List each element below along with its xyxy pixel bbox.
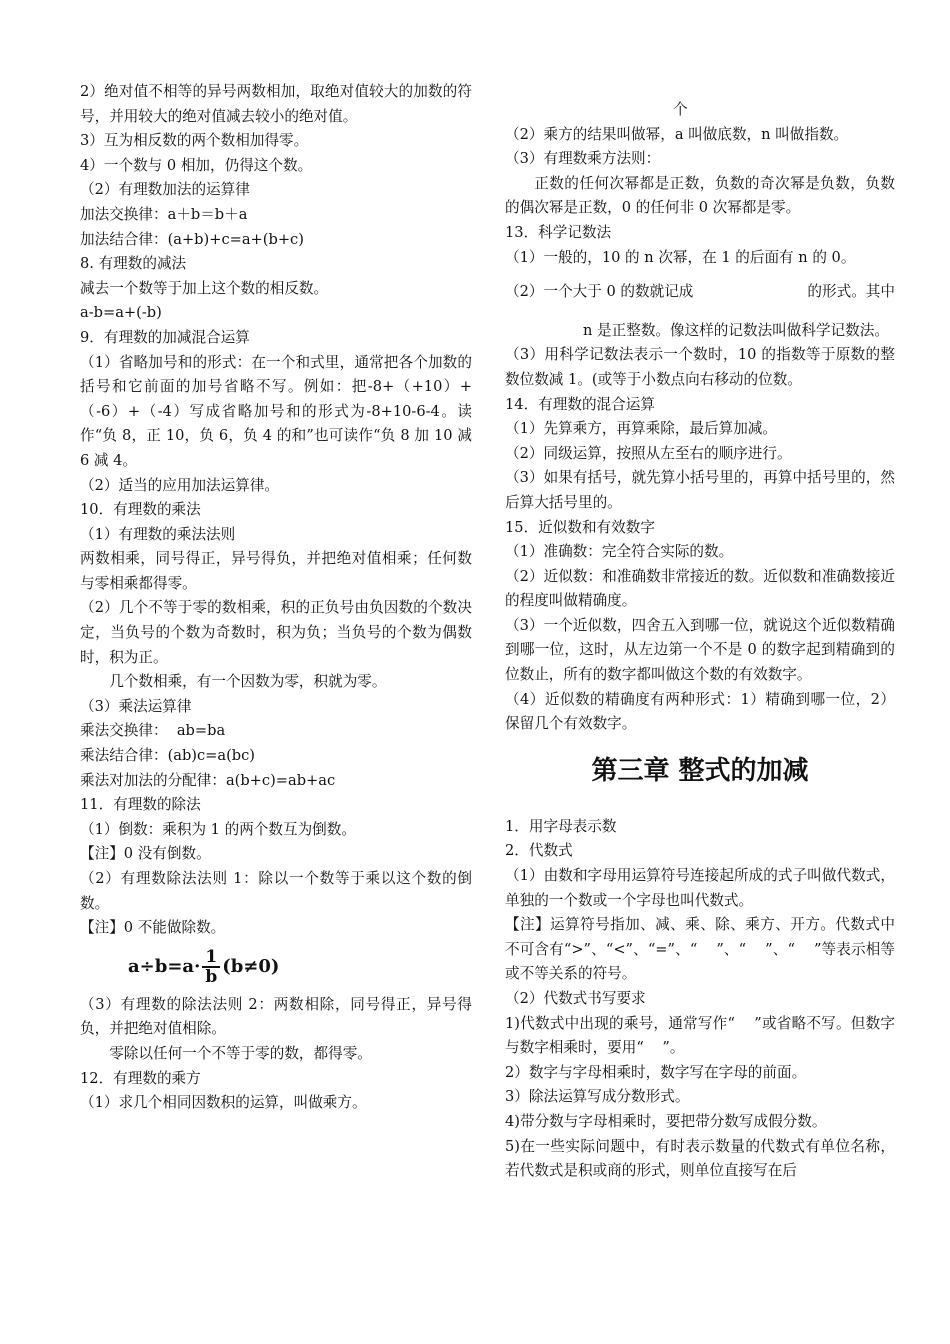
formula-left: a÷b=a· [128,956,201,978]
formula-line: 加法结合律：(a+b)+c=a+(b+c) [80,230,304,248]
section-heading: 15．近似数和有效数字 [505,518,655,536]
sci-notation-text: （2）一个大于 0 的数就记成 [505,283,694,301]
paragraph: n 是正整数。像这样的记数法叫做科学记数法。 [583,321,889,339]
formula-line: 加法交换律：a＋b＝b＋a [80,205,248,223]
paragraph: （1）先算乘方，再算乘除，最后算加减。 [505,420,777,438]
subheading: （3）有理数乘方法则： [505,150,661,168]
division-formula [80,941,472,993]
paragraph: （2）乘方的结果叫做幂，a 叫做底数，n 叫做指数。 [505,125,849,143]
subheading: （2）代数式书写要求 [505,990,646,1007]
paragraph: （1）准确数：完全符合实际的数。 [505,543,734,561]
fraction [202,948,220,986]
note: 【注】0 不能做除数。 [80,919,226,937]
paragraph: （1）一般的，10 的 n 次幂，在 1 的后面有 n 的 0。 [505,248,856,266]
paragraph: 两数相乘，同号得正，异号得负，并把绝对值相乘；任何数与零相乘都得零。 [80,550,472,592]
paragraph: （2）有理数除法法则 1：除以一个数等于乘以这个数的倒数。 [80,870,472,912]
paragraph: 3）除法运算写成分数形式。 [505,1088,690,1106]
formula-right: (b≠0) [222,956,280,978]
formula-line: a-b=a+(-b) [80,304,162,322]
fraction-denominator: b [205,966,218,987]
sci-notation-text-end: 的形式。其中 [807,283,895,301]
paragraph: （3）如果有括号，就先算小括号里的，再算中括号里的，然后算大括号里的。 [505,469,895,511]
section-heading: 10．有理数的乘法 [80,501,201,519]
fraction-numerator: 1 [202,948,220,968]
paragraph: 4)带分数与字母相乘时，要把带分数写成假分数。 [505,1112,827,1130]
spacer [505,305,895,319]
paragraph: （2）适当的应用加法运算律。 [80,476,280,494]
section-heading: 8. 有理数的减法 [80,255,187,273]
note: 【注】0 没有倒数。 [80,845,211,863]
paragraph: （1）倒数：乘积为 1 的两个数互为倒数。 [80,820,356,838]
paragraph: 零除以任何一个不等于零的数，都得零。 [109,1044,372,1062]
paragraph: 个 [673,101,688,118]
chapter-title: 第三章 整式的加减 [591,755,809,786]
section-heading: 1．用字母表示数 [505,817,617,835]
paragraph: （3）一个近似数，四舍五入到哪一位，就说这个近似数精确到哪一位，这时，从左边第一个不是 0 的数字起到精确到的位数止，所有的数字都叫做这个数的有效数字。 [505,616,895,684]
paragraph: 正数的任何次幂都是正数，负数的奇次幂是负数，负数的偶次幂是正数，0 的任何非 0 次幂都是零。 [505,174,895,217]
left-column [80,80,472,1116]
paragraph: （2）几个不等于零的数相乘，积的正负号由负因数的个数决定，当负号的个数为奇数时，积为负；当负号的个数为偶数时，积为正。 [80,599,472,666]
spacer [505,270,895,280]
section-heading: 12．有理数的乘方 [80,1069,201,1087]
paragraph: （3）用科学记数法表示一个数时，10 的指数等于原数的整数位数减 1。(或等于小数点向右移动的位数。 [505,346,895,388]
section-heading: 9．有理数的加减混合运算 [80,328,250,346]
paragraph: 4）一个数与 0 相加，仍得这个数。 [80,156,313,174]
paragraph: 2）数字与字母相乘时，数字写在字母的前面。 [505,1063,807,1081]
paragraph: （2）近似数：和准确数非常接近的数。近似数和准确数接近的程度叫做精确度。 [505,567,895,610]
paragraph: 5)在一些实际问题中，有时表示数量的代数式有单位名称，若代数式是积或商的形式，则单位直接写在后 [505,1137,895,1180]
formula-line: 乘法交换律： ab=ba [80,722,226,740]
subheading: （2）有理数加法的运算律 [80,181,250,199]
subheading: （3）乘法运算律 [80,697,192,715]
paragraph: （3）有理数的除法法则 2：两数相除，同号得正，异号得负，并把绝对值相除。 [80,995,472,1038]
paragraph: 减去一个数等于加上这个数的相反数。 [80,279,329,297]
formula-line: 乘法对加法的分配律：a(b+c)=ab+ac [80,771,336,789]
paragraph: （1）由数和字母用运算符号连接起所成的式子叫做代数式，单独的一个数或一个字母也叫代数式。 [505,867,895,909]
subheading: （1）有理数的乘法法则 [80,525,236,543]
note: 【注】运算符号指加、减、乘、除、乘方、开方。代数式中不可含有“>”、“<”、“=”、“ ”、“ ”、“ ”等表示相等或不等关系的符号。 [505,916,895,983]
section-heading: 2．代数式 [505,842,573,860]
right-column [505,98,895,1184]
section-heading: 13．科学记数法 [505,223,612,241]
paragraph: 几个数相乘，有一个因数为零，积就为零。 [109,673,387,691]
formula-line: 乘法结合律：(ab)c=a(bc) [80,747,255,765]
paragraph: 3）互为相反数的两个数相加得零。 [80,132,309,150]
paragraph [505,280,895,305]
paragraph: （2）同级运算，按照从左至右的顺序进行。 [505,444,792,462]
paragraph: （4）近似数的精确度有两种形式：1）精确到哪一位，2）保留几个有效数字。 [505,690,895,733]
paragraph: （1）求几个相同因数积的运算，叫做乘方。 [80,1094,367,1112]
section-heading: 14．有理数的混合运算 [505,395,655,413]
paragraph: 1)代数式中出现的乘号，通常写作“ ”或省略不写。但数字与数字相乘时，要用“ ”。 [505,1014,895,1057]
section-heading: 11．有理数的除法 [80,796,201,814]
paragraph: 2）绝对值不相等的异号两数相加，取绝对值较大的加数的符号，并用较大的绝对值减去较小的绝对值。 [80,83,472,125]
paragraph: （1）省略加号和的形式：在一个和式里，通常把各个加数的括号和它前面的加号省略不写。例如：把-8+（+10）+（-6）+（-4）写成省略加号和的形式为-8+10-6-4。读作“负 8，正 10，负 6，负 4 的和”也可读作“负 8 加 10 减 6 减 4。 [80,353,472,469]
